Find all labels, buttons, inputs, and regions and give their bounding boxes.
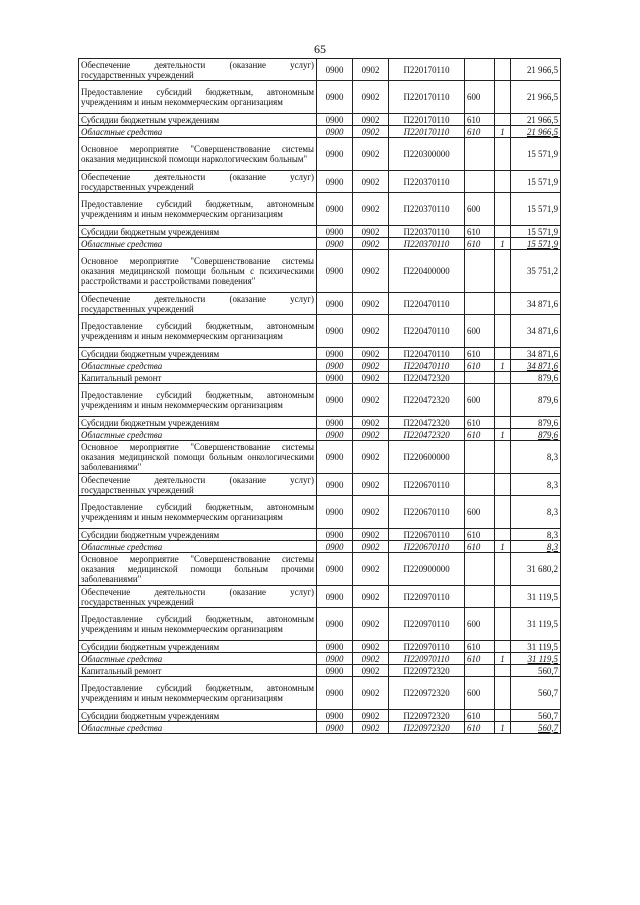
funding-source-code <box>495 372 511 384</box>
funding-source-code <box>495 474 511 496</box>
subsection-code: 0902 <box>353 250 389 293</box>
table-row <box>79 226 561 238</box>
table-row <box>79 81 561 114</box>
subsection-code: 0902 <box>353 586 389 608</box>
target-article-code: П220470110 <box>389 315 465 348</box>
target-article-code: П220970110 <box>389 653 465 665</box>
table-row <box>79 348 561 360</box>
funding-source-code: 1 <box>495 429 511 441</box>
amount-value: 879,6 <box>511 384 561 417</box>
row-name: Основное мероприятие "Совершенствование системы оказания медицинской помощи больным онкологическими заболеваниями" <box>79 441 317 474</box>
row-name: Областные средства <box>79 360 317 372</box>
amount-value: 21 966,5 <box>511 114 561 126</box>
funding-source-code: 1 <box>495 360 511 372</box>
section-code: 0900 <box>317 677 353 710</box>
expense-type-code: 610 <box>465 541 495 553</box>
amount-value: 15 571,9 <box>511 171 561 193</box>
expense-type-code: 610 <box>465 126 495 138</box>
target-article-code: П220370110 <box>389 238 465 250</box>
target-article-code: П220470110 <box>389 360 465 372</box>
target-article-code: П220670110 <box>389 529 465 541</box>
funding-source-code <box>495 384 511 417</box>
amount-value: 879,6 <box>511 372 561 384</box>
amount-value: 21 966,5 <box>511 126 561 138</box>
subsection-code: 0902 <box>353 138 389 171</box>
subsection-code: 0902 <box>353 665 389 677</box>
target-article-code: П220970110 <box>389 608 465 641</box>
amount-value: 34 871,6 <box>511 293 561 315</box>
expense-type-code: 600 <box>465 315 495 348</box>
table-row <box>79 372 561 384</box>
expense-type-code: 600 <box>465 81 495 114</box>
expense-type-code <box>465 293 495 315</box>
target-article-code: П220472320 <box>389 372 465 384</box>
amount-value: 15 571,9 <box>511 138 561 171</box>
target-article-code: П220170110 <box>389 126 465 138</box>
row-name: Обеспечение деятельности (оказание услуг) государственных учреждений <box>79 293 317 315</box>
funding-source-code <box>495 529 511 541</box>
budget-table <box>78 58 561 734</box>
funding-source-code <box>495 293 511 315</box>
funding-source-code <box>495 608 511 641</box>
amount-value: 15 571,9 <box>511 226 561 238</box>
row-name: Областные средства <box>79 653 317 665</box>
section-code: 0900 <box>317 496 353 529</box>
row-name: Субсидии бюджетным учреждениям <box>79 348 317 360</box>
expense-type-code: 610 <box>465 348 495 360</box>
amount-value: 31 119,5 <box>511 608 561 641</box>
funding-source-code <box>495 677 511 710</box>
row-name: Субсидии бюджетным учреждениям <box>79 226 317 238</box>
row-name: Предоставление субсидий бюджетным, автономным учреждениям и иным некоммерческим организациям <box>79 608 317 641</box>
subsection-code: 0902 <box>353 114 389 126</box>
target-article-code: П220170110 <box>389 114 465 126</box>
subsection-code: 0902 <box>353 126 389 138</box>
funding-source-code <box>495 348 511 360</box>
row-name: Обеспечение деятельности (оказание услуг) государственных учреждений <box>79 586 317 608</box>
target-article-code: П220972320 <box>389 665 465 677</box>
section-code: 0900 <box>317 250 353 293</box>
section-code: 0900 <box>317 348 353 360</box>
funding-source-code: 1 <box>495 541 511 553</box>
expense-type-code <box>465 372 495 384</box>
target-article-code: П220472320 <box>389 417 465 429</box>
row-name: Субсидии бюджетным учреждениям <box>79 417 317 429</box>
section-code: 0900 <box>317 710 353 722</box>
section-code: 0900 <box>317 372 353 384</box>
funding-source-code <box>495 193 511 226</box>
row-name: Субсидии бюджетным учреждениям <box>79 641 317 653</box>
section-code: 0900 <box>317 429 353 441</box>
table-row <box>79 641 561 653</box>
expense-type-code: 610 <box>465 114 495 126</box>
table-row <box>79 250 561 293</box>
subsection-code: 0902 <box>353 238 389 250</box>
expense-type-code: 610 <box>465 529 495 541</box>
page-number: 65 <box>314 42 326 56</box>
row-name: Предоставление субсидий бюджетным, автономным учреждениям и иным некоммерческим организациям <box>79 193 317 226</box>
row-name: Капитальный ремонт <box>79 665 317 677</box>
target-article-code: П220670110 <box>389 541 465 553</box>
amount-value: 15 571,9 <box>511 238 561 250</box>
amount-value: 8,3 <box>511 496 561 529</box>
amount-value: 879,6 <box>511 417 561 429</box>
expense-type-code: 610 <box>465 722 495 734</box>
amount-value: 21 966,5 <box>511 59 561 81</box>
amount-value: 8,3 <box>511 441 561 474</box>
funding-source-code <box>495 496 511 529</box>
section-code: 0900 <box>317 722 353 734</box>
row-name: Областные средства <box>79 238 317 250</box>
amount-value: 560,7 <box>511 665 561 677</box>
subsection-code: 0902 <box>353 653 389 665</box>
section-code: 0900 <box>317 474 353 496</box>
expense-type-code: 610 <box>465 360 495 372</box>
target-article-code: П220400000 <box>389 250 465 293</box>
table-row <box>79 665 561 677</box>
subsection-code: 0902 <box>353 608 389 641</box>
table-row <box>79 529 561 541</box>
target-article-code: П220970110 <box>389 586 465 608</box>
section-code: 0900 <box>317 81 353 114</box>
table-row <box>79 315 561 348</box>
amount-value: 34 871,6 <box>511 315 561 348</box>
subsection-code: 0902 <box>353 641 389 653</box>
section-code: 0900 <box>317 126 353 138</box>
row-name: Обеспечение деятельности (оказание услуг) государственных учреждений <box>79 171 317 193</box>
target-article-code: П220972320 <box>389 677 465 710</box>
target-article-code: П220670110 <box>389 474 465 496</box>
target-article-code: П220370110 <box>389 171 465 193</box>
target-article-code: П220170110 <box>389 59 465 81</box>
target-article-code: П220472320 <box>389 429 465 441</box>
expense-type-code: 600 <box>465 677 495 710</box>
funding-source-code: 1 <box>495 238 511 250</box>
target-article-code: П220370110 <box>389 193 465 226</box>
table-row <box>79 553 561 586</box>
expense-type-code: 600 <box>465 496 495 529</box>
table-row <box>79 541 561 553</box>
funding-source-code <box>495 171 511 193</box>
table-row <box>79 138 561 171</box>
amount-value: 35 751,2 <box>511 250 561 293</box>
table-row <box>79 126 561 138</box>
row-name: Субсидии бюджетным учреждениям <box>79 710 317 722</box>
expense-type-code: 610 <box>465 417 495 429</box>
expense-type-code: 610 <box>465 641 495 653</box>
section-code: 0900 <box>317 541 353 553</box>
funding-source-code <box>495 553 511 586</box>
section-code: 0900 <box>317 59 353 81</box>
expense-type-code <box>465 441 495 474</box>
target-article-code: П220970110 <box>389 641 465 653</box>
expense-type-code <box>465 138 495 171</box>
subsection-code: 0902 <box>353 417 389 429</box>
section-code: 0900 <box>317 417 353 429</box>
target-article-code: П220600000 <box>389 441 465 474</box>
table-row <box>79 193 561 226</box>
row-name: Субсидии бюджетным учреждениям <box>79 114 317 126</box>
expense-type-code: 610 <box>465 238 495 250</box>
amount-value: 21 966,5 <box>511 81 561 114</box>
target-article-code: П220972320 <box>389 710 465 722</box>
expense-type-code <box>465 665 495 677</box>
expense-type-code <box>465 474 495 496</box>
expense-type-code <box>465 586 495 608</box>
table-row <box>79 496 561 529</box>
subsection-code: 0902 <box>353 59 389 81</box>
amount-value: 560,7 <box>511 677 561 710</box>
table-row <box>79 586 561 608</box>
expense-type-code <box>465 59 495 81</box>
expense-type-code: 610 <box>465 226 495 238</box>
funding-source-code <box>495 138 511 171</box>
funding-source-code <box>495 315 511 348</box>
section-code: 0900 <box>317 114 353 126</box>
table-row <box>79 114 561 126</box>
subsection-code: 0902 <box>353 348 389 360</box>
funding-source-code <box>495 417 511 429</box>
target-article-code: П220170110 <box>389 81 465 114</box>
subsection-code: 0902 <box>353 171 389 193</box>
row-name: Предоставление субсидий бюджетным, автономным учреждениям и иным некоммерческим организациям <box>79 384 317 417</box>
row-name: Областные средства <box>79 722 317 734</box>
amount-value: 8,3 <box>511 474 561 496</box>
section-code: 0900 <box>317 384 353 417</box>
row-name: Основное мероприятие "Совершенствование системы оказания медицинской помощи больным прочими заболеваниями" <box>79 553 317 586</box>
table-row <box>79 608 561 641</box>
subsection-code: 0902 <box>353 429 389 441</box>
table-row <box>79 722 561 734</box>
subsection-code: 0902 <box>353 677 389 710</box>
section-code: 0900 <box>317 441 353 474</box>
amount-value: 34 871,6 <box>511 360 561 372</box>
expense-type-code <box>465 171 495 193</box>
subsection-code: 0902 <box>353 541 389 553</box>
target-article-code: П220370110 <box>389 226 465 238</box>
section-code: 0900 <box>317 665 353 677</box>
row-name: Обеспечение деятельности (оказание услуг) государственных учреждений <box>79 474 317 496</box>
table-row <box>79 441 561 474</box>
amount-value: 879,6 <box>511 429 561 441</box>
table-row <box>79 417 561 429</box>
section-code: 0900 <box>317 586 353 608</box>
section-code: 0900 <box>317 653 353 665</box>
section-code: 0900 <box>317 529 353 541</box>
section-code: 0900 <box>317 138 353 171</box>
funding-source-code <box>495 665 511 677</box>
section-code: 0900 <box>317 641 353 653</box>
section-code: 0900 <box>317 293 353 315</box>
table-row <box>79 238 561 250</box>
expense-type-code <box>465 250 495 293</box>
table-row <box>79 360 561 372</box>
funding-source-code <box>495 59 511 81</box>
funding-source-code <box>495 114 511 126</box>
subsection-code: 0902 <box>353 384 389 417</box>
table-row <box>79 710 561 722</box>
subsection-code: 0902 <box>353 710 389 722</box>
row-name: Предоставление субсидий бюджетным, автономным учреждениям и иным некоммерческим организациям <box>79 81 317 114</box>
expense-type-code: 610 <box>465 710 495 722</box>
table-row <box>79 384 561 417</box>
amount-value: 31 119,5 <box>511 586 561 608</box>
funding-source-code <box>495 641 511 653</box>
row-name: Основное мероприятие "Совершенствование системы оказания медицинской помощи больным с психическими расстройствами и расстройствами поведения" <box>79 250 317 293</box>
table-row <box>79 171 561 193</box>
table-row <box>79 59 561 81</box>
target-article-code: П220972320 <box>389 722 465 734</box>
row-name: Предоставление субсидий бюджетным, автономным учреждениям и иным некоммерческим организациям <box>79 496 317 529</box>
section-code: 0900 <box>317 315 353 348</box>
row-name: Предоставление субсидий бюджетным, автономным учреждениям и иным некоммерческим организациям <box>79 677 317 710</box>
amount-value: 31 119,5 <box>511 653 561 665</box>
subsection-code: 0902 <box>353 722 389 734</box>
subsection-code: 0902 <box>353 81 389 114</box>
funding-source-code <box>495 441 511 474</box>
target-article-code: П220900000 <box>389 553 465 586</box>
subsection-code: 0902 <box>353 553 389 586</box>
table-row <box>79 677 561 710</box>
table-row <box>79 429 561 441</box>
amount-value: 8,3 <box>511 529 561 541</box>
row-name: Основное мероприятие "Совершенствование системы оказания медицинской помощи наркологическим больным" <box>79 138 317 171</box>
row-name: Капитальный ремонт <box>79 372 317 384</box>
target-article-code: П220670110 <box>389 496 465 529</box>
expense-type-code: 610 <box>465 653 495 665</box>
amount-value: 31 680,2 <box>511 553 561 586</box>
target-article-code: П220300000 <box>389 138 465 171</box>
section-code: 0900 <box>317 238 353 250</box>
expense-type-code <box>465 553 495 586</box>
expense-type-code: 600 <box>465 384 495 417</box>
row-name: Областные средства <box>79 541 317 553</box>
funding-source-code <box>495 586 511 608</box>
target-article-code: П220472320 <box>389 384 465 417</box>
amount-value: 560,7 <box>511 710 561 722</box>
table-body <box>79 59 561 734</box>
funding-source-code: 1 <box>495 126 511 138</box>
row-name: Областные средства <box>79 429 317 441</box>
funding-source-code <box>495 710 511 722</box>
section-code: 0900 <box>317 193 353 226</box>
subsection-code: 0902 <box>353 293 389 315</box>
funding-source-code: 1 <box>495 722 511 734</box>
amount-value: 560,7 <box>511 722 561 734</box>
subsection-code: 0902 <box>353 360 389 372</box>
section-code: 0900 <box>317 171 353 193</box>
funding-source-code: 1 <box>495 653 511 665</box>
row-name: Субсидии бюджетным учреждениям <box>79 529 317 541</box>
expense-type-code: 610 <box>465 429 495 441</box>
amount-value: 15 571,9 <box>511 193 561 226</box>
funding-source-code <box>495 81 511 114</box>
subsection-code: 0902 <box>353 474 389 496</box>
subsection-code: 0902 <box>353 496 389 529</box>
row-name: Обеспечение деятельности (оказание услуг) государственных учреждений <box>79 59 317 81</box>
funding-source-code <box>495 226 511 238</box>
table-row <box>79 293 561 315</box>
target-article-code: П220470110 <box>389 348 465 360</box>
section-code: 0900 <box>317 226 353 238</box>
expense-type-code: 600 <box>465 608 495 641</box>
expense-type-code: 600 <box>465 193 495 226</box>
funding-source-code <box>495 250 511 293</box>
subsection-code: 0902 <box>353 529 389 541</box>
amount-value: 8,3 <box>511 541 561 553</box>
subsection-code: 0902 <box>353 441 389 474</box>
subsection-code: 0902 <box>353 226 389 238</box>
table-row <box>79 474 561 496</box>
amount-value: 31 119,5 <box>511 641 561 653</box>
target-article-code: П220470110 <box>389 293 465 315</box>
subsection-code: 0902 <box>353 372 389 384</box>
amount-value: 34 871,6 <box>511 348 561 360</box>
section-code: 0900 <box>317 608 353 641</box>
row-name: Областные средства <box>79 126 317 138</box>
section-code: 0900 <box>317 360 353 372</box>
table-row <box>79 653 561 665</box>
row-name: Предоставление субсидий бюджетным, автономным учреждениям и иным некоммерческим организациям <box>79 315 317 348</box>
subsection-code: 0902 <box>353 193 389 226</box>
section-code: 0900 <box>317 553 353 586</box>
subsection-code: 0902 <box>353 315 389 348</box>
